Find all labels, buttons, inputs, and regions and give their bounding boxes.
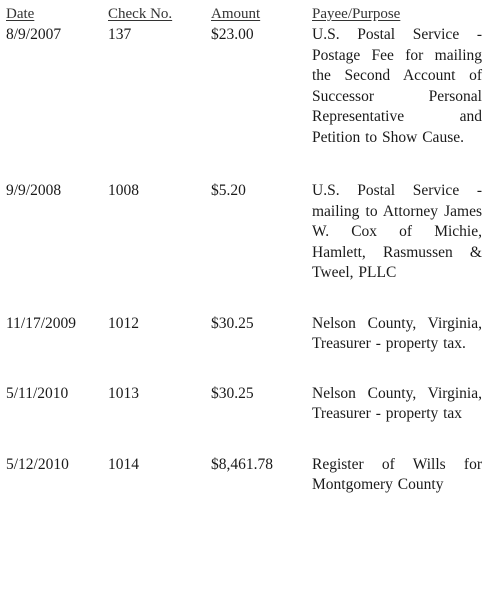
entry-amount: $23.00: [211, 26, 254, 43]
header-payee-purpose: Payee/Purpose: [312, 6, 401, 22]
ledger-entry: [6, 25, 490, 148]
entry-check-no: 137: [108, 26, 132, 43]
entry-payee: U.S. Postal Service - mailing to Attorney James W. Cox of Michie, Hamlett, Rasmussen & Tweel, PLLC: [312, 182, 482, 281]
ledger-entry: [6, 384, 490, 425]
ledger-entry: [6, 181, 490, 284]
entry-date: 8/9/2007: [6, 26, 62, 43]
entry-check-no: 1012: [108, 314, 139, 332]
entry-amount: $5.20: [211, 182, 246, 199]
ledger-entry: [6, 455, 490, 496]
entry-date: 11/17/2009: [6, 314, 77, 332]
header-date: Date: [6, 6, 35, 22]
header-amount: Amount: [211, 6, 261, 22]
entry-date: 9/9/2008: [6, 182, 62, 199]
entry-payee: Nelson County, Virginia, Treasurer - property tax.: [312, 314, 482, 352]
ledger-entry: [6, 314, 490, 355]
entry-payee: Nelson County, Virginia, Treasurer - property tax: [312, 384, 482, 422]
entry-check-no: 1008: [108, 182, 139, 199]
entry-date: 5/11/2010: [6, 384, 69, 402]
header-check-no: Check No.: [108, 6, 173, 22]
entry-check-no: 1013: [108, 384, 139, 402]
entry-payee: U.S. Postal Service - Postage Fee for mailing the Second Account of Successor Personal Representative and Petition to Show Cause.: [312, 26, 482, 146]
entry-date: 5/12/2010: [6, 455, 69, 473]
entry-amount: $8,461.78: [211, 455, 273, 473]
entry-payee: Register of Wills for Montgomery County: [312, 455, 482, 493]
entry-amount: $30.25: [211, 384, 254, 402]
entry-check-no: 1014: [108, 455, 139, 473]
ledger-header-row: [6, 3, 490, 25]
payment-ledger: [6, 3, 490, 496]
entry-amount: $30.25: [211, 314, 254, 332]
